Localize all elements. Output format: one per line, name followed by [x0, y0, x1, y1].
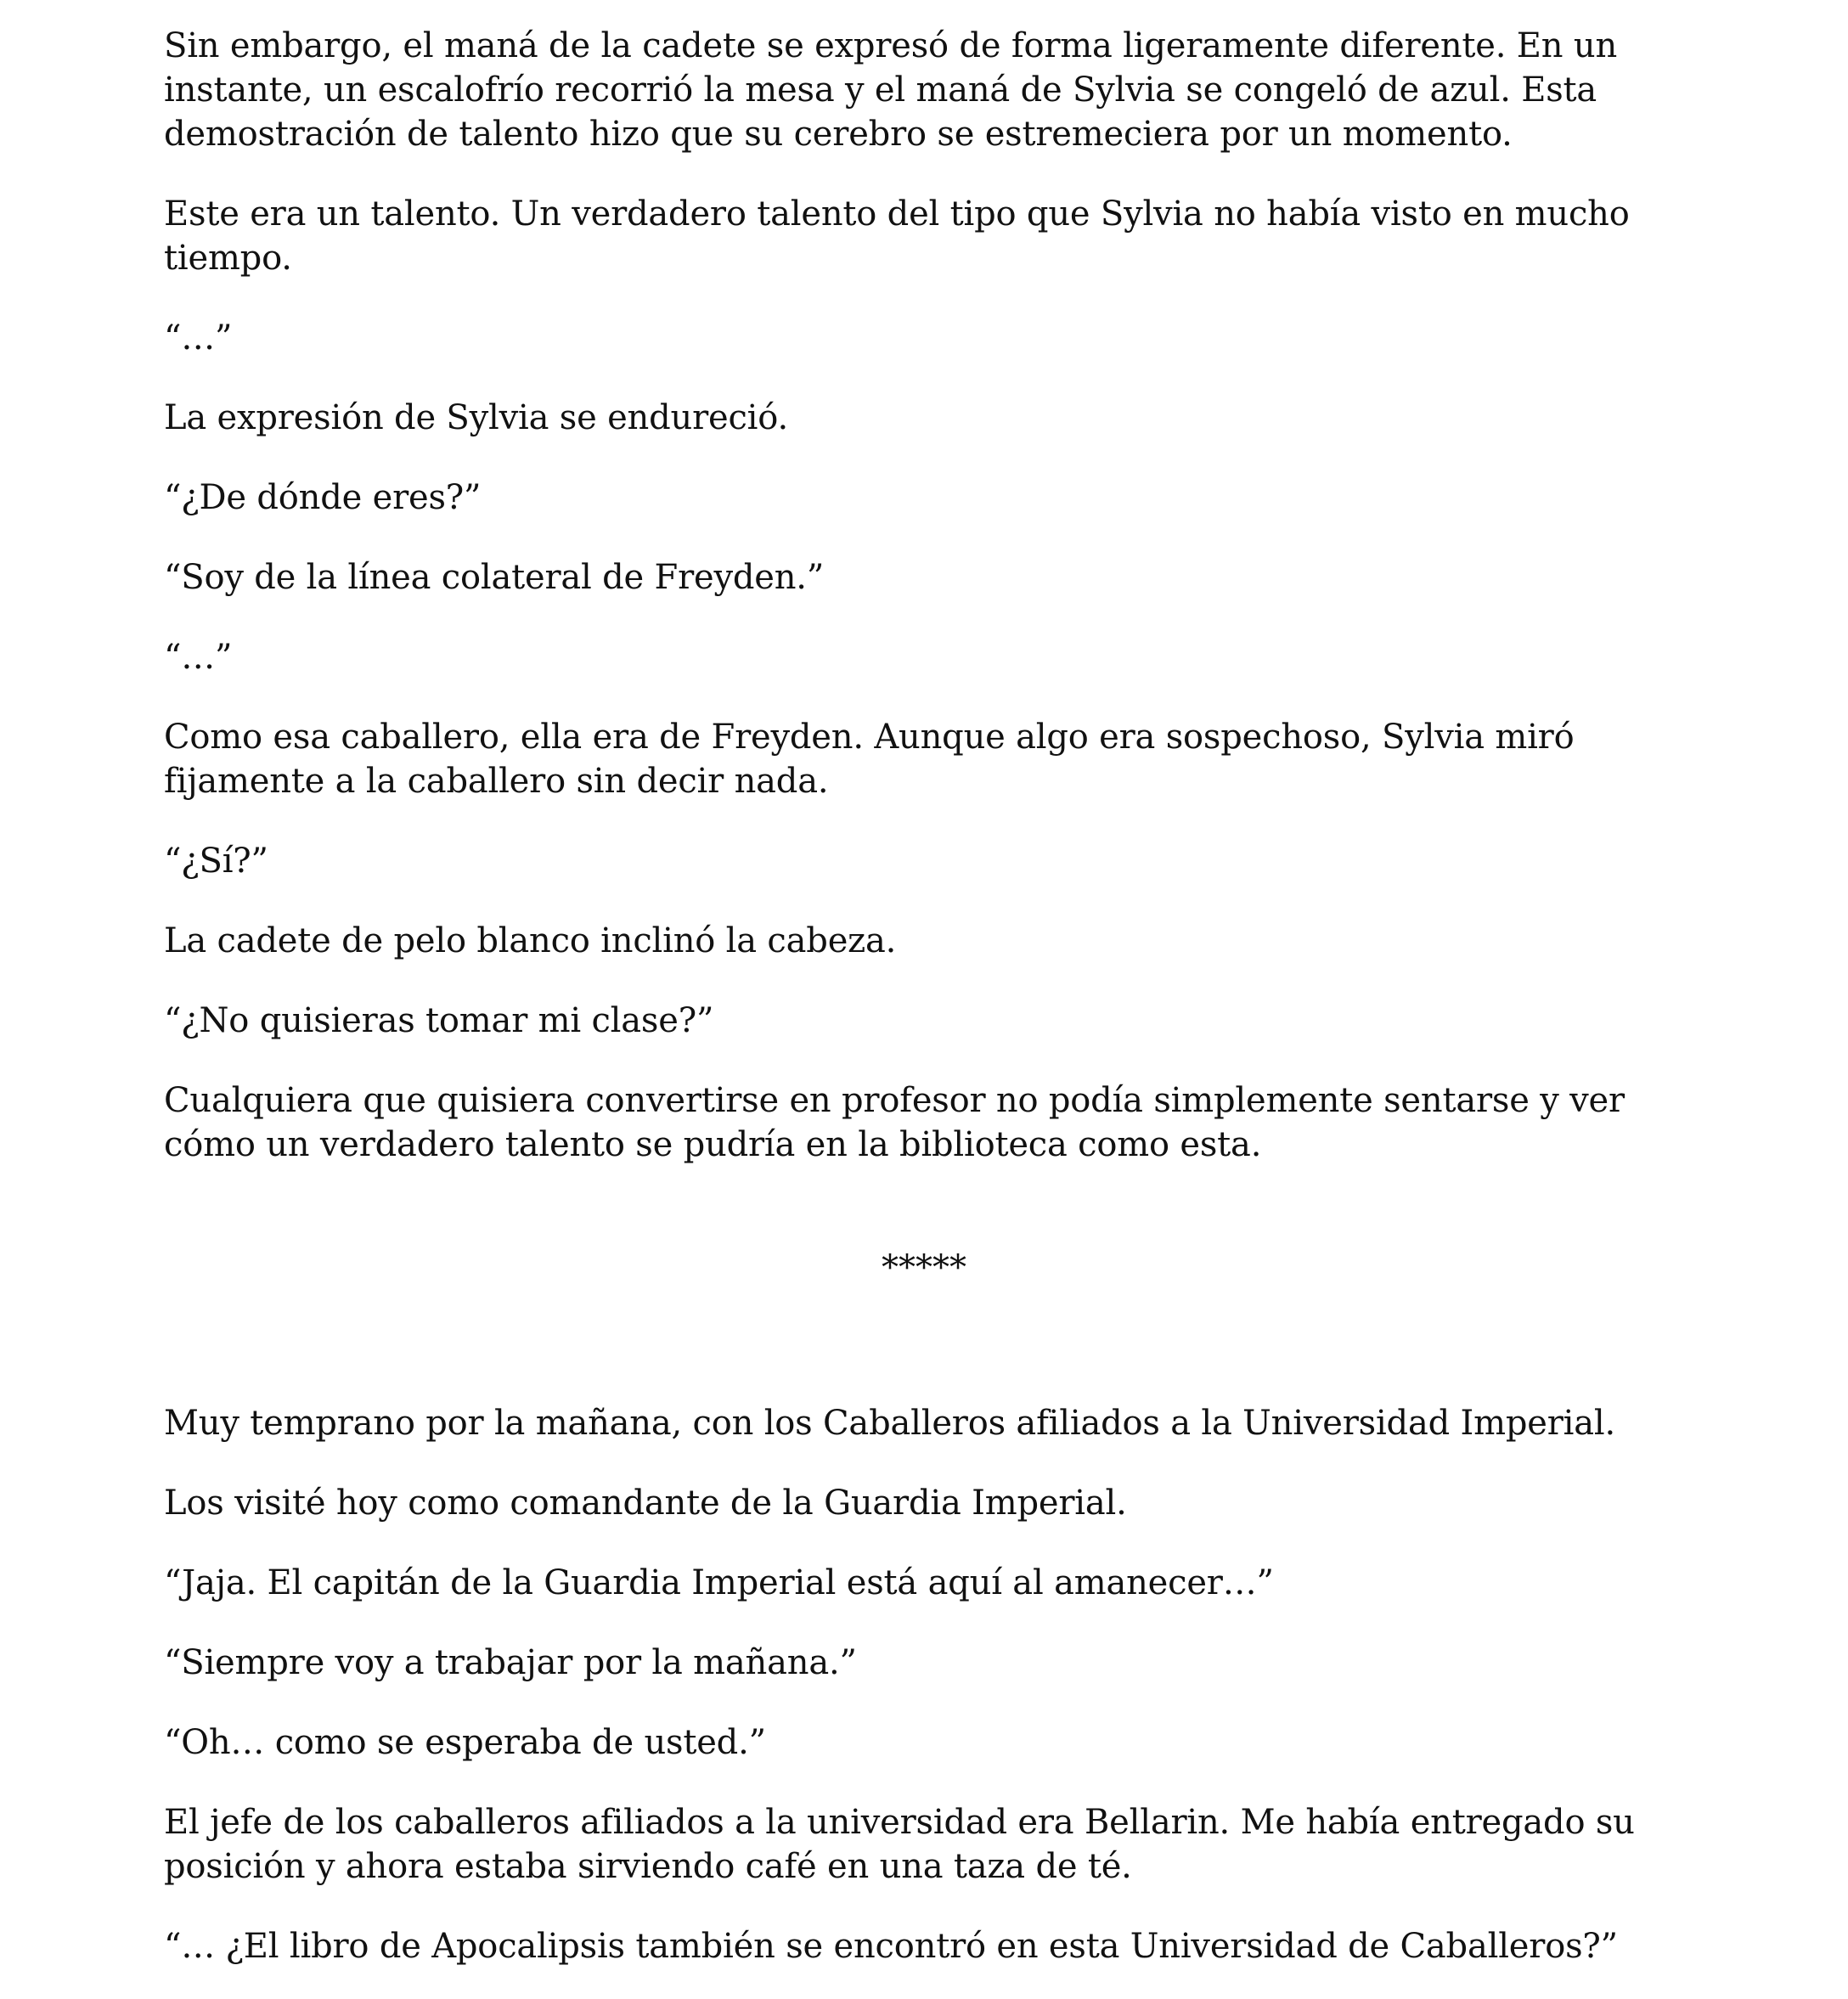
dialogue-line: “Oh… como se esperaba de usted.”	[164, 1723, 766, 1762]
dialogue-line: “…”	[164, 638, 233, 677]
paragraph: Como esa caballero, ella era de Freyden. Aunque algo era sospechoso, Sylvia miró fijamente a la caballero sin decir nada.	[164, 718, 1575, 801]
section-two	[164, 1401, 1684, 1968]
paragraph: Este era un talento. Un verdadero talento del tipo que Sylvia no había visto en mucho tiempo.	[164, 194, 1630, 278]
document-page	[164, 24, 1684, 1968]
paragraph: Los visité hoy como comandante de la Guardia Imperial.	[164, 1484, 1127, 1523]
section-one	[164, 24, 1684, 1167]
paragraph: Sin embargo, el maná de la cadete se expresó de forma ligeramente diferente. En un instante, un escalofrío recorrió la mesa y el maná de Sylvia se congeló de azul. Esta demostración de talento hizo que su cerebro se estremeciera por un momento.	[164, 26, 1618, 154]
dialogue-line: “Soy de la línea colateral de Freyden.”	[164, 558, 825, 597]
dialogue-line: “¿De dónde eres?”	[164, 478, 482, 517]
dialogue-line: “Siempre voy a trabajar por la mañana.”	[164, 1643, 857, 1682]
dialogue-line: “¿No quisieras tomar mi clase?”	[164, 1001, 714, 1040]
paragraph: La expresión de Sylvia se endureció.	[164, 398, 788, 437]
dialogue-line: “… ¿El libro de Apocalipsis también se encontró en esta Universidad de Caballeros?”	[164, 1927, 1618, 1966]
paragraph: Muy temprano por la mañana, con los Caballeros afiliados a la Universidad Imperial.	[164, 1404, 1615, 1443]
dialogue-line: “¿Sí?”	[164, 842, 268, 881]
dialogue-line: “Jaja. El capitán de la Guardia Imperial está aquí al amanecer…”	[164, 1563, 1274, 1602]
scene-divider: *****	[882, 1248, 966, 1287]
divider-spacing	[164, 1290, 1684, 1401]
dialogue-line: “…”	[164, 318, 233, 358]
paragraph: El jefe de los caballeros afiliados a la universidad era Bellarin. Me había entregado su posición y ahora estaba sirviendo café en una taza de té.	[164, 1803, 1635, 1886]
paragraph: La cadete de pelo blanco inclinó la cabeza.	[164, 921, 897, 960]
paragraph: Cualquiera que quisiera convertirse en profesor no podía simplemente sentarse y ver cómo un verdadero talento se pudría en la biblioteca como esta.	[164, 1081, 1625, 1164]
